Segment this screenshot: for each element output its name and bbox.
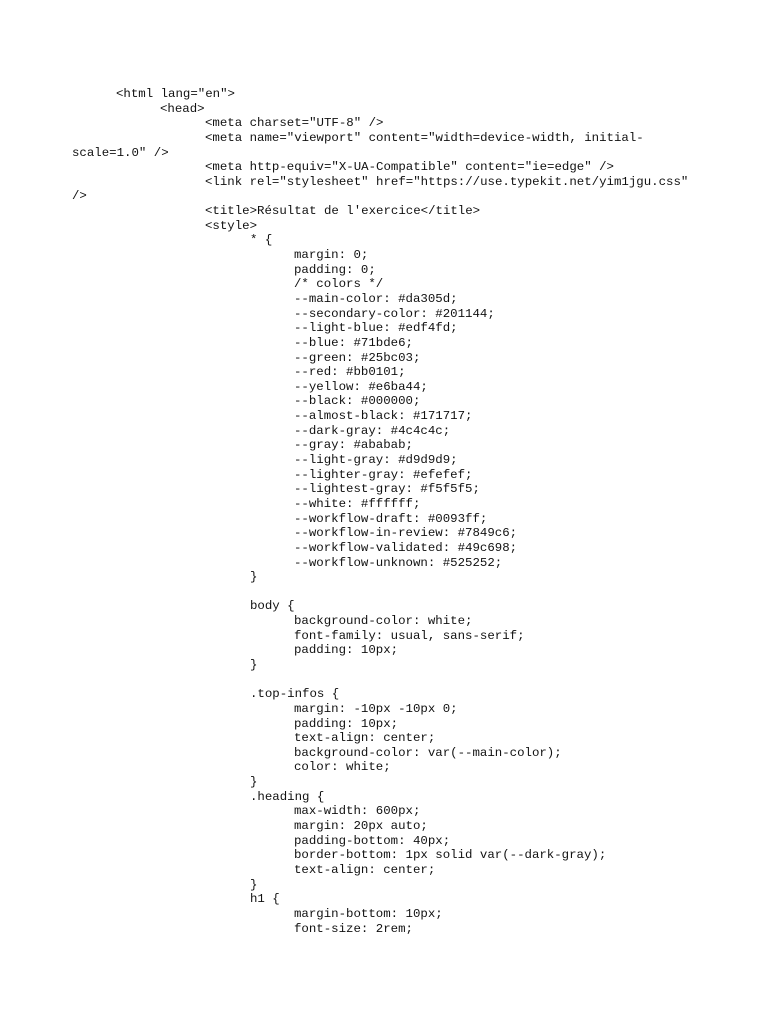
code-line: .top-infos {: [250, 687, 340, 702]
code-line: }: [250, 877, 258, 892]
code-line: scale=1.0" />: [72, 145, 169, 160]
code-line: --main-color: #da305d;: [294, 291, 458, 306]
code-line: <style>: [205, 218, 258, 233]
code-line: padding: 10px;: [294, 716, 399, 731]
code-line: --yellow: #e6ba44;: [294, 379, 428, 394]
code-line: background-color: white;: [294, 614, 473, 629]
code-line: background-color: var(--main-color);: [294, 745, 562, 760]
code-line: margin: -10px -10px 0;: [294, 701, 458, 716]
code-line: text-align: center;: [294, 731, 436, 746]
code-line: --workflow-in-review: #7849c6;: [294, 526, 518, 541]
code-line: margin: 0;: [294, 248, 369, 263]
code-line: --light-gray: #d9d9d9;: [294, 453, 458, 468]
code-line: text-align: center;: [294, 862, 436, 877]
code-line: padding: 0;: [294, 262, 376, 277]
code-line: * {: [250, 233, 273, 248]
code-line: --lightest-gray: #f5f5f5;: [294, 482, 480, 497]
code-line: <link rel="stylesheet" href="https://use.typekit.net/yim1jgu.css": [205, 174, 689, 189]
code-line: .heading {: [250, 789, 325, 804]
code-line: />: [72, 189, 87, 204]
document-page: [0, 87, 768, 936]
code-line: --gray: #ababab;: [294, 438, 413, 453]
code-line: <meta name="viewport" content="width=device-width, initial-: [205, 130, 644, 145]
code-line: margin-bottom: 10px;: [294, 906, 443, 921]
code-line: --green: #25bc03;: [294, 350, 421, 365]
code-line: /* colors */: [294, 277, 384, 292]
code-line: <meta http-equiv="X-UA-Compatible" content="ie=edge" />: [205, 160, 614, 175]
code-line: <html lang="en">: [116, 87, 235, 101]
code-line: max-width: 600px;: [294, 804, 421, 819]
code-line: <title>Résultat de l'exercice</title>: [205, 204, 481, 219]
code-line: --almost-black: #171717;: [294, 409, 473, 424]
code-line: --workflow-draft: #0093ff;: [294, 511, 488, 526]
code-line: font-family: usual, sans-serif;: [294, 628, 525, 643]
code-line: padding: 10px;: [294, 643, 399, 658]
code-line: [0, 673, 768, 688]
code-line: <head>: [160, 101, 205, 116]
code-line: --workflow-validated: #49c698;: [294, 540, 518, 555]
code-line: margin: 20px auto;: [294, 819, 428, 834]
code-line: --lighter-gray: #efefef;: [294, 467, 473, 482]
code-line: padding-bottom: 40px;: [294, 833, 451, 848]
code-line: --secondary-color: #201144;: [294, 306, 495, 321]
code-line: color: white;: [294, 760, 391, 775]
code-line: --black: #000000;: [294, 394, 421, 409]
code-line: body {: [250, 599, 295, 614]
code-line: --blue: #71bde6;: [294, 335, 413, 350]
code-line: --workflow-unknown: #525252;: [294, 555, 503, 570]
code-line: --red: #bb0101;: [294, 365, 406, 380]
code-line: border-bottom: 1px solid var(--dark-gray);: [294, 848, 607, 863]
code-line: }: [250, 775, 258, 790]
code-line: font-size: 2rem;: [294, 921, 413, 936]
code-line: h1 {: [250, 892, 280, 907]
code-line: --dark-gray: #4c4c4c;: [294, 423, 451, 438]
code-line: [0, 585, 768, 600]
code-line: }: [250, 570, 258, 585]
code-line: --white: #ffffff;: [294, 496, 421, 511]
code-line: --light-blue: #edf4fd;: [294, 321, 458, 336]
code-line: <meta charset="UTF-8" />: [205, 116, 384, 131]
code-line: }: [250, 657, 258, 672]
